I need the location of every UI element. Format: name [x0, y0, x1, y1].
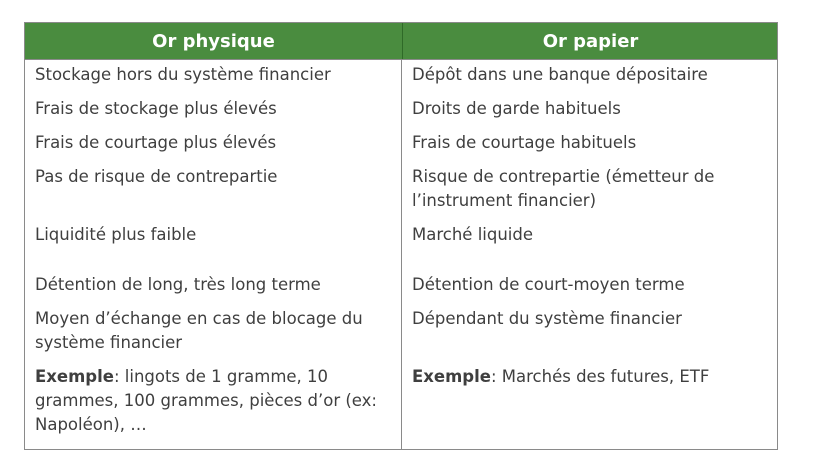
- cell-papier: Marché liquide: [412, 225, 534, 244]
- header-or-papier: Or papier: [542, 30, 639, 52]
- cell-physique: Liquidité plus faible: [25, 220, 402, 270]
- table-row: [25, 162, 777, 220]
- example-physique-text: : lingots de 1 gramme, 10 grammes, 100 grammes, pièces d’or (ex: Napoléon), …: [35, 367, 377, 434]
- cell-papier: Détention de court-moyen terme: [412, 275, 685, 294]
- cell-physique: Frais de courtage plus élevés: [25, 128, 402, 162]
- example-label: Exemple: [35, 367, 114, 386]
- header-or-physique: Or physique: [25, 23, 403, 59]
- table-row: [25, 128, 777, 162]
- cell-physique: Stockage hors du système financier: [25, 60, 402, 94]
- table-row: [25, 60, 777, 94]
- cell-physique: Pas de risque de contrepartie: [25, 162, 402, 220]
- cell-papier: Droits de garde habituels: [412, 99, 621, 118]
- cell-papier: Dépendant du système financier: [412, 309, 682, 328]
- table-header: [25, 23, 777, 60]
- cell-physique: Moyen d’échange en cas de blocage du système financier: [25, 304, 402, 362]
- cell-papier: Risque de contrepartie (émetteur de l’instrument financier): [412, 167, 715, 210]
- cell-papier-example: [402, 362, 777, 450]
- table-row: [25, 304, 777, 362]
- cell-physique: Détention de long, très long terme: [25, 270, 402, 304]
- table-body: [25, 60, 777, 450]
- table-row-example: [25, 362, 777, 450]
- example-papier-text: : Marchés des futures, ETF: [490, 367, 710, 386]
- table-row: [25, 94, 777, 128]
- example-label: Exemple: [412, 367, 491, 386]
- table-row: [25, 270, 777, 304]
- table-row: [25, 220, 777, 270]
- comparison-table: [24, 22, 778, 450]
- cell-physique-example: [25, 362, 402, 450]
- cell-papier: Frais de courtage habituels: [412, 133, 637, 152]
- cell-physique: Frais de stockage plus élevés: [25, 94, 402, 128]
- cell-papier: Dépôt dans une banque dépositaire: [412, 65, 708, 84]
